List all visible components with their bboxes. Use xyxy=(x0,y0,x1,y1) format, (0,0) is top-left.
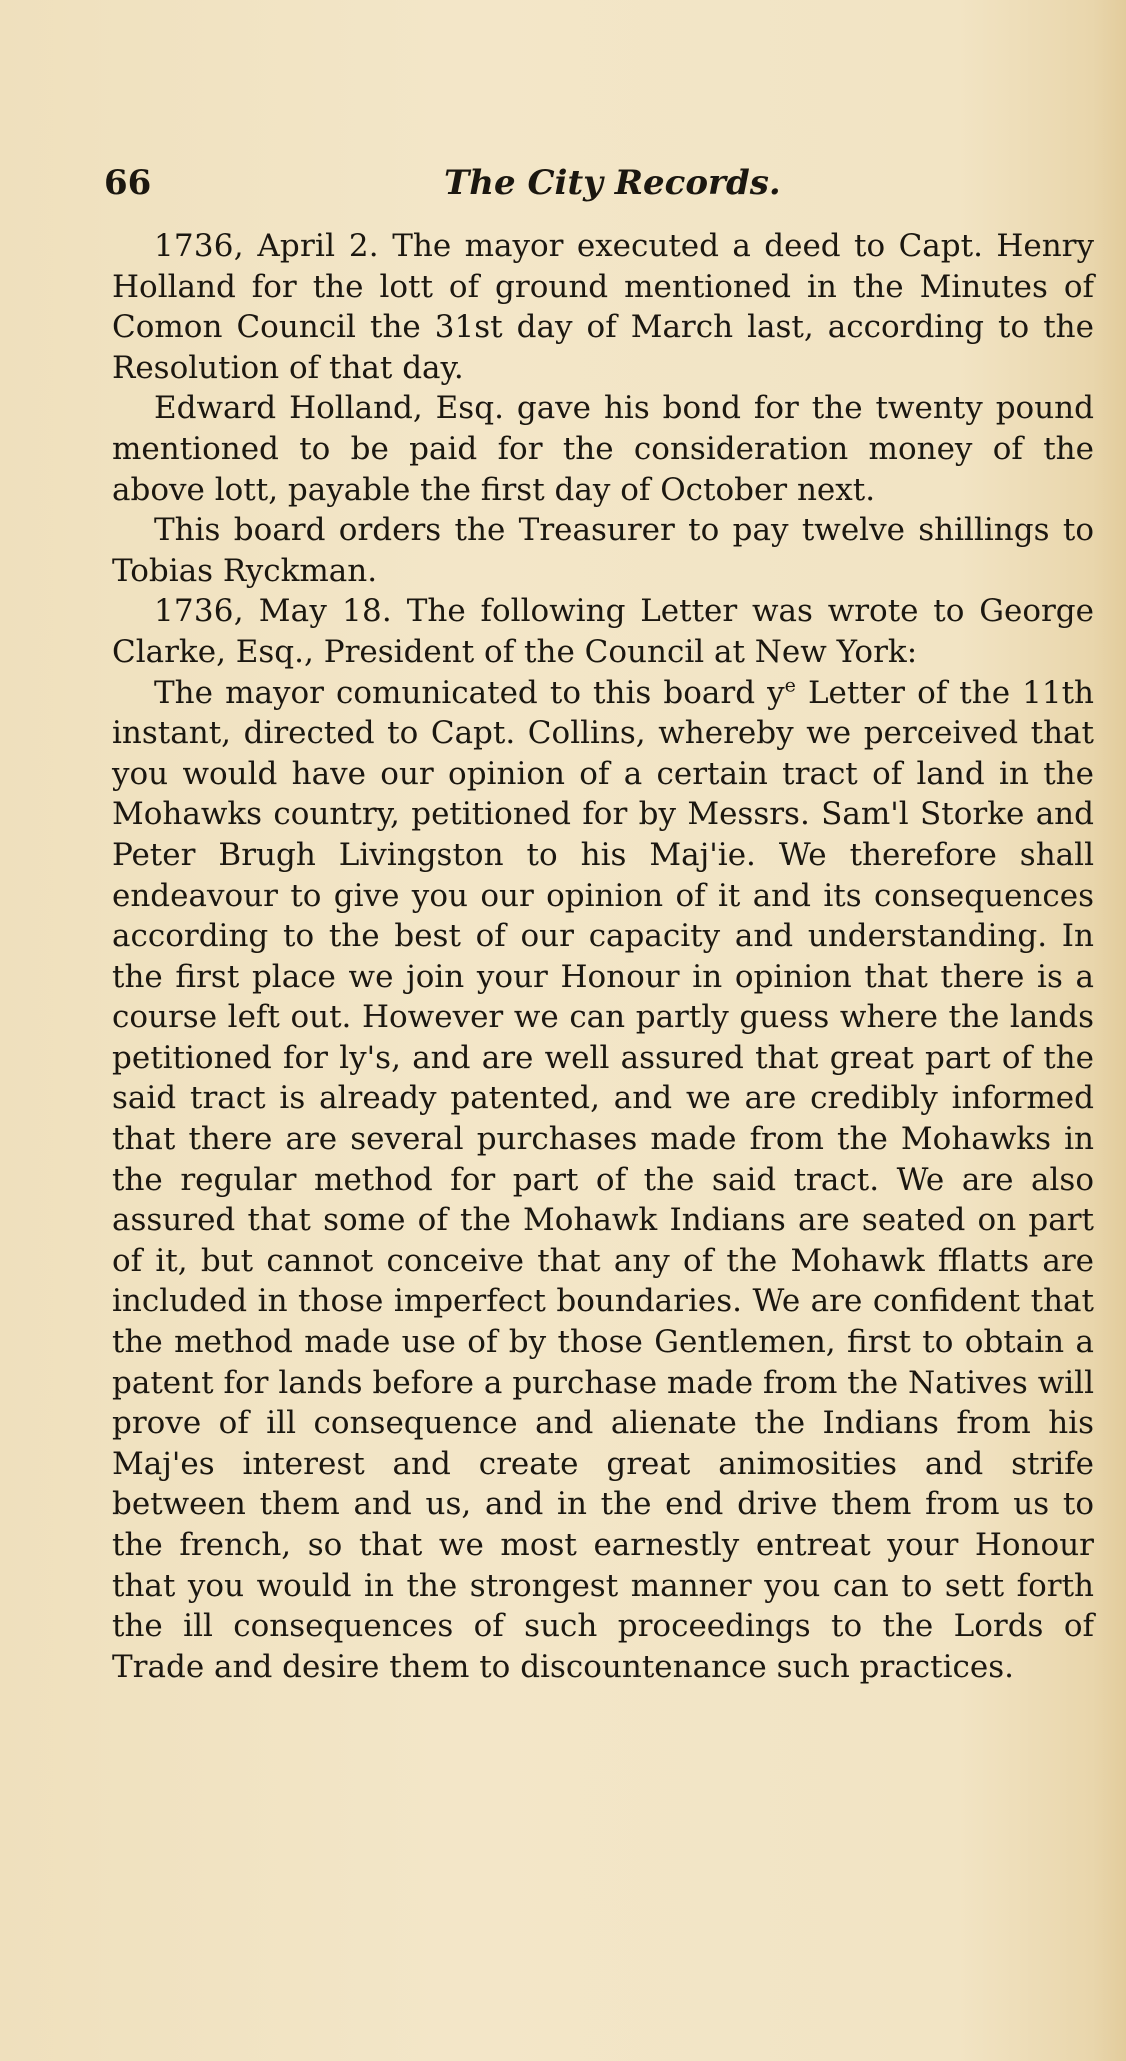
entry-text: The following Letter was wrote to George Clarke, Esq., President of the Council at New York: xyxy=(112,593,1094,670)
entry-text: The mayor executed a deed to Capt. Henry Holland for the lott of ground mentioned in the Minutes of Comon Council the 31st day of March last, according to the Resolution of that day. xyxy=(112,228,1094,386)
entry-deed xyxy=(112,226,1094,388)
page-header xyxy=(104,160,984,206)
entry-bond xyxy=(112,388,1094,510)
running-title: The City Records. xyxy=(444,163,781,203)
entry-text: This board orders the Treasurer to pay twelve shillings to Tobias Ryckman. xyxy=(112,512,1094,589)
entry-letter-intro xyxy=(112,591,1094,672)
entry-date: 1736, May 18. xyxy=(154,593,392,630)
entry-text: Edward Holland, Esq. gave his bond for the twenty pound mentioned to be paid for the consideration money of the above lott, payable the first day of October next. xyxy=(112,390,1094,508)
letter-text-rest: Letter of the 11th instant, directed to Capt. Collins, whereby we perceived that you would have our opinion of a certain tract of land in the Mohawks country, petitioned for by Messrs. Sam'l Storke and Peter Brugh Livingston to his Maj'ie. We therefore shall endeavour to give you our opinion of it and its consequences according to the best of our capacity and understanding. In the first place we join your Honour in opinion that there is a course left out. However we can partly guess where the lands petitioned for ly's, and are well assured that great part of the said tract is already patented, and we are credibly informed that there are several purchases made from the Mohawks in the regular method for part of the said tract. We are also assured that some of the Mohawk Indians are seated on part of it, but cannot conceive that any of the Mohawk fflatts are included in those imperfect boundaries. We are confident that the method made use of by those Gentlemen, first to obtain a patent for lands before a purchase made from the Natives will prove of ill consequence and alienate the Indians from his Maj'es interest and create great animosities and strife between them and us, and in the end drive them from us to the french, so that we most earnestly entreat your Honour that you would in the strongest manner you can to sett forth the ill consequences of such proceedings to the Lords of Trade and desire them to discountenance such practices. xyxy=(112,674,1094,1685)
entry-date: 1736, April 2. xyxy=(154,228,379,264)
body-text xyxy=(112,226,1094,1687)
letter-body xyxy=(112,673,1094,1688)
entry-treasurer-order xyxy=(112,510,1094,591)
letter-text-start: The mayor comunicated to this board y xyxy=(154,674,785,711)
superscript-e: e xyxy=(784,674,796,697)
page-number: 66 xyxy=(104,163,152,203)
